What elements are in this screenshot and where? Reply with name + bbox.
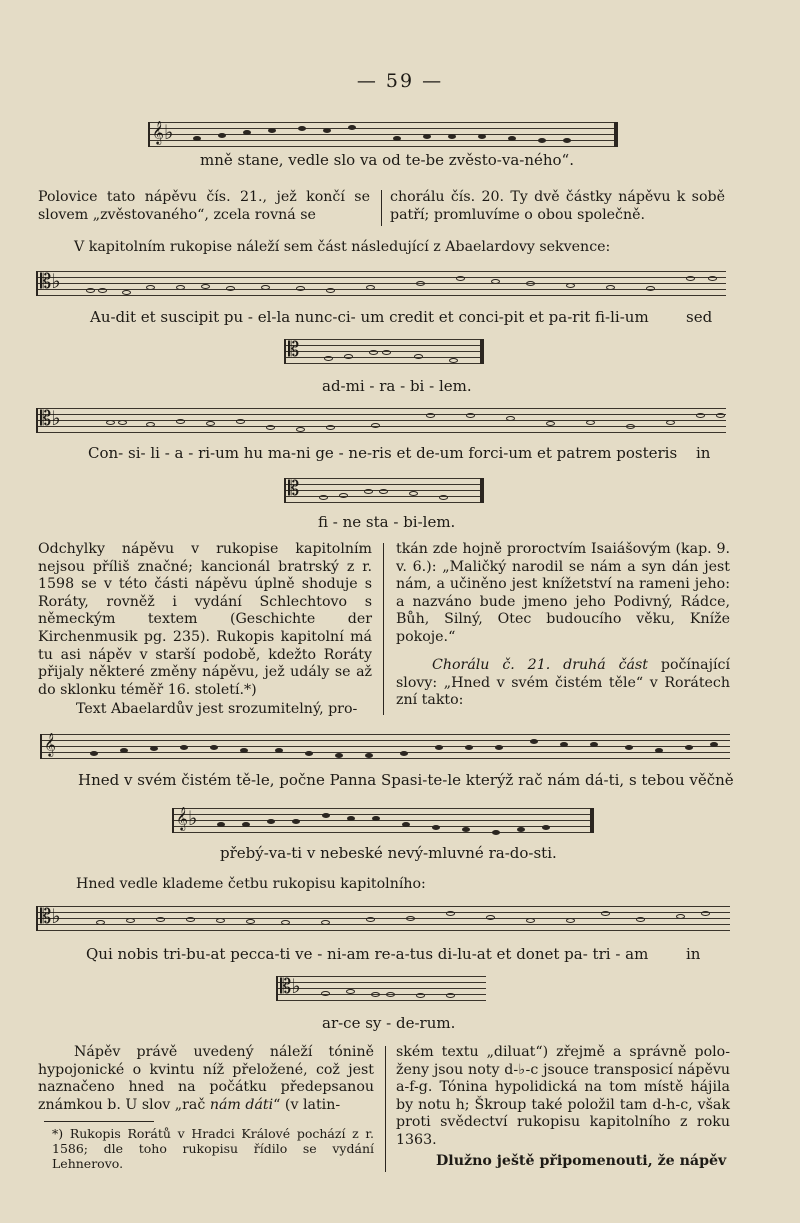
chant-staff-2: [284, 339, 484, 365]
note: [563, 138, 571, 143]
note: [538, 138, 546, 143]
note: [122, 290, 131, 295]
melody-1-lyrics: mně stane, vedle slo va od te-be zvěsto-va-ného“.: [200, 151, 574, 169]
note: [701, 911, 710, 916]
note: [517, 827, 525, 832]
left-column-paragraph-1: Odchylky nápěvu v rukopise kapitolním nejsou příliš značné; kancionál bratrský z r. 1598 se v této části nápěvu úplně shoduje s Roráty, rovněž i vydání Schlechtovo s německým textem (Geschichte der Kirchenmusik pg. 235). Rukopis kapitolní má tu asi nápěv v starší podobě, kdežto Roráty přijaly některé změny nápěvu, jež udály se až do sklonku téměř 16. století.*): [38, 541, 372, 698]
note: [366, 285, 375, 290]
note: [326, 288, 335, 293]
note: [406, 916, 415, 921]
note: [243, 130, 251, 135]
chant-2-lyrics: ad-mi - ra - bi - lem.: [322, 377, 472, 395]
bottom-right-paragraph-1: ském textu „diluat“) zřejmě a správně polo- ženy jsou noty d-♭-c jsouce transposicí nápěvu a-f-g. Tónina hypolidická na tom místě hájila by notu h; Škroup také položil tam d-h-c, však proti svědectví rukopisu kapitolního z roku 1363.: [396, 1044, 730, 1148]
note: [176, 419, 185, 424]
note: [366, 917, 375, 922]
note: [696, 413, 705, 418]
c-clef-icon: 𝄡♭: [280, 974, 301, 998]
note: [305, 751, 313, 756]
note: [371, 423, 380, 428]
note: [542, 825, 550, 830]
note: [292, 819, 300, 824]
note: [296, 286, 305, 291]
c-clef-icon: 𝄡♭: [40, 406, 61, 430]
note: [491, 279, 500, 284]
treble-clef-icon: 𝄞♭: [152, 120, 174, 144]
note: [439, 495, 448, 500]
note: [344, 354, 353, 359]
note: [708, 276, 717, 281]
note: [506, 416, 515, 421]
note: [206, 421, 215, 426]
note: [435, 745, 443, 750]
note: [432, 825, 440, 830]
note: [180, 745, 188, 750]
treble-clef-icon: 𝄞: [44, 732, 56, 756]
note: [146, 285, 155, 290]
note: [246, 919, 255, 924]
note: [646, 286, 655, 291]
note: [126, 918, 135, 923]
note: [606, 285, 615, 290]
column-divider: [385, 1046, 386, 1172]
note: [492, 830, 500, 835]
note: [379, 489, 388, 494]
note: [323, 128, 331, 133]
note: [98, 288, 107, 293]
note: [226, 286, 235, 291]
note: [530, 739, 538, 744]
chant-3-tail: in: [696, 444, 711, 462]
note: [217, 822, 225, 827]
page-number: — 59 —: [356, 70, 444, 92]
note: [676, 914, 685, 919]
bottom-left-emphasis: nám dáti: [209, 1096, 274, 1113]
right-column-paragraph-2: [396, 657, 730, 710]
note: [176, 285, 185, 290]
footnote-rule: [44, 1121, 154, 1122]
note: [267, 819, 275, 824]
right-column-paragraph-2-text: počínající slovy: „Hned v svém čistém těle“ v Rorátech zní takto:: [396, 657, 730, 709]
note: [193, 136, 201, 141]
note: [526, 281, 535, 286]
reading-intro: Hned vedle klademe četbu rukopisu kapitolního:: [76, 876, 426, 892]
note: [324, 356, 333, 361]
bottom-left-paragraph: [38, 1044, 374, 1114]
note: [321, 991, 330, 996]
note: [462, 827, 470, 832]
note: [371, 992, 380, 997]
note: [201, 284, 210, 289]
note: [321, 920, 330, 925]
chant-4-lyrics: fi - ne sta - bi-lem.: [318, 513, 456, 531]
note: [566, 283, 575, 288]
note: [298, 126, 306, 131]
chant-5-lyrics: Qui nobis tri-bu-at pecca-ti ve - ni-am re-a-tus di-lu-at et donet pa- tri - am: [86, 945, 649, 963]
note: [448, 134, 456, 139]
note: [710, 742, 718, 747]
note: [386, 992, 395, 997]
column-divider: [383, 543, 384, 715]
note: [369, 350, 378, 355]
chant-staff-5: [36, 906, 730, 932]
note: [685, 745, 693, 750]
note: [240, 748, 248, 753]
note: [560, 742, 568, 747]
note: [393, 136, 401, 141]
note: [625, 745, 633, 750]
note: [409, 491, 418, 496]
chant-6-lyrics: ar-ce sy - de-rum.: [322, 1014, 456, 1032]
note: [281, 920, 290, 925]
bottom-left-text-2: “ (v latin-: [273, 1096, 341, 1113]
chant-1-lyrics: Au-dit et suscipit pu - el-la nunc-ci- um credit et conci-pit et pa-rit fi-li-um: [90, 308, 649, 326]
note: [261, 285, 270, 290]
footnote: *) Rukopis Rorátů v Hradci Králové pochází z r. 1586; dle toho rukopisu řídilo se vydání Lehnerovo.: [52, 1126, 374, 1171]
note: [218, 133, 226, 138]
note: [666, 420, 675, 425]
note: [466, 413, 475, 418]
chant-3-lyrics: Con- si- li - a - ri-um hu ma-ni ge - ne-ris et de-um forci-um et patrem posteris: [88, 444, 678, 462]
note: [423, 134, 431, 139]
note: [335, 753, 343, 758]
note: [586, 420, 595, 425]
column-divider: [381, 190, 382, 226]
intro-left-text: Polovice tato nápěvu čís. 21., jež končí se slovem „zvěstovaného“, zcela rovná se: [38, 189, 370, 223]
melody-2-lyrics: Hned v svém čistém tě-le, počne Panna Spasi-te-le kterýž rač nám dá-ti, s tebou věčně: [78, 771, 734, 789]
note: [146, 422, 155, 427]
note: [90, 751, 98, 756]
note: [495, 745, 503, 750]
note: [216, 918, 225, 923]
sequence-intro: V kapitolním rukopise náleží sem část následující z Abaelardovy sekvence:: [74, 239, 611, 255]
chorale-reference: Chorálu č. 21. druhá část: [432, 657, 648, 673]
note: [446, 993, 455, 998]
note: [382, 350, 391, 355]
note: [242, 822, 250, 827]
note: [266, 425, 275, 430]
note: [416, 281, 425, 286]
note: [346, 989, 355, 994]
note: [275, 748, 283, 753]
note: [156, 917, 165, 922]
note: [465, 745, 473, 750]
music-staff-3: [172, 808, 594, 834]
note: [106, 420, 115, 425]
c-clef-icon: 𝄡: [288, 476, 300, 500]
note: [526, 918, 535, 923]
note: [414, 354, 423, 359]
c-clef-icon: 𝄡♭: [40, 269, 61, 293]
c-clef-icon: 𝄡: [288, 337, 300, 361]
note: [449, 358, 458, 363]
note: [322, 813, 330, 818]
music-staff-2: [40, 734, 730, 760]
note: [347, 816, 355, 821]
note: [150, 746, 158, 751]
melody-3-lyrics: přebý-va-ti v nebeské nevý-mluvné ra-do-sti.: [220, 844, 557, 862]
note: [566, 918, 575, 923]
note: [372, 816, 380, 821]
chant-staff-1: [36, 271, 726, 297]
note: [348, 125, 356, 130]
chant-staff-4: [284, 478, 484, 504]
note: [636, 917, 645, 922]
note: [416, 993, 425, 998]
note: [486, 915, 495, 920]
note: [655, 748, 663, 753]
treble-clef-icon: 𝄞♭: [176, 806, 198, 830]
bottom-right-paragraph-2: Dlužno ještě připomenouti, že nápěv: [436, 1153, 727, 1169]
chant-1-tail: sed: [686, 308, 713, 326]
bottom-left-text-1: Nápěv právě uvedený náleží tónině hypojonické o kvintu níž přeložené, což jest naznačeno hned na počátku předepsanou známkou b. U slov „rač: [38, 1044, 374, 1113]
note: [296, 427, 305, 432]
chant-staff-3: [36, 408, 726, 434]
note: [686, 276, 695, 281]
left-column-paragraph-2: Text Abaelardův jest srozumitelný, pro-: [76, 701, 358, 717]
note: [120, 748, 128, 753]
note: [400, 751, 408, 756]
note: [210, 745, 218, 750]
chant-5-tail: in: [686, 945, 701, 963]
note: [508, 136, 516, 141]
note: [402, 822, 410, 827]
note: [339, 493, 348, 498]
right-column-paragraph-1: tkán zde hojně proroctvím Isaiášovým (kap. 9. v. 6.): „Maličký narodil se nám a syn dán jest nám, a učiněno jest knížetství na rameni jeho: a nazváno bude jmeno jeho Podivný, Rádce, Bůh, Silný, Otec budoucího věku, Kníže pokoje.“: [396, 541, 730, 645]
c-clef-icon: 𝄡♭: [40, 904, 61, 928]
intro-right-text: chorálu čís. 20. Ty dvě částky nápěvu k sobě patří; promluvíme o obou společně.: [390, 189, 725, 223]
note: [326, 425, 335, 430]
note: [319, 495, 328, 500]
note: [86, 288, 95, 293]
note: [478, 134, 486, 139]
note: [546, 421, 555, 426]
note: [236, 419, 245, 424]
note: [118, 420, 127, 425]
note: [601, 911, 610, 916]
note: [426, 413, 435, 418]
note: [96, 920, 105, 925]
note: [590, 742, 598, 747]
chant-staff-6: [276, 976, 486, 1002]
note: [186, 917, 195, 922]
note: [446, 911, 455, 916]
note: [268, 128, 276, 133]
music-staff-1: [148, 122, 618, 148]
note: [364, 489, 373, 494]
note: [365, 753, 373, 758]
note: [456, 276, 465, 281]
note: [626, 424, 635, 429]
note: [716, 413, 725, 418]
